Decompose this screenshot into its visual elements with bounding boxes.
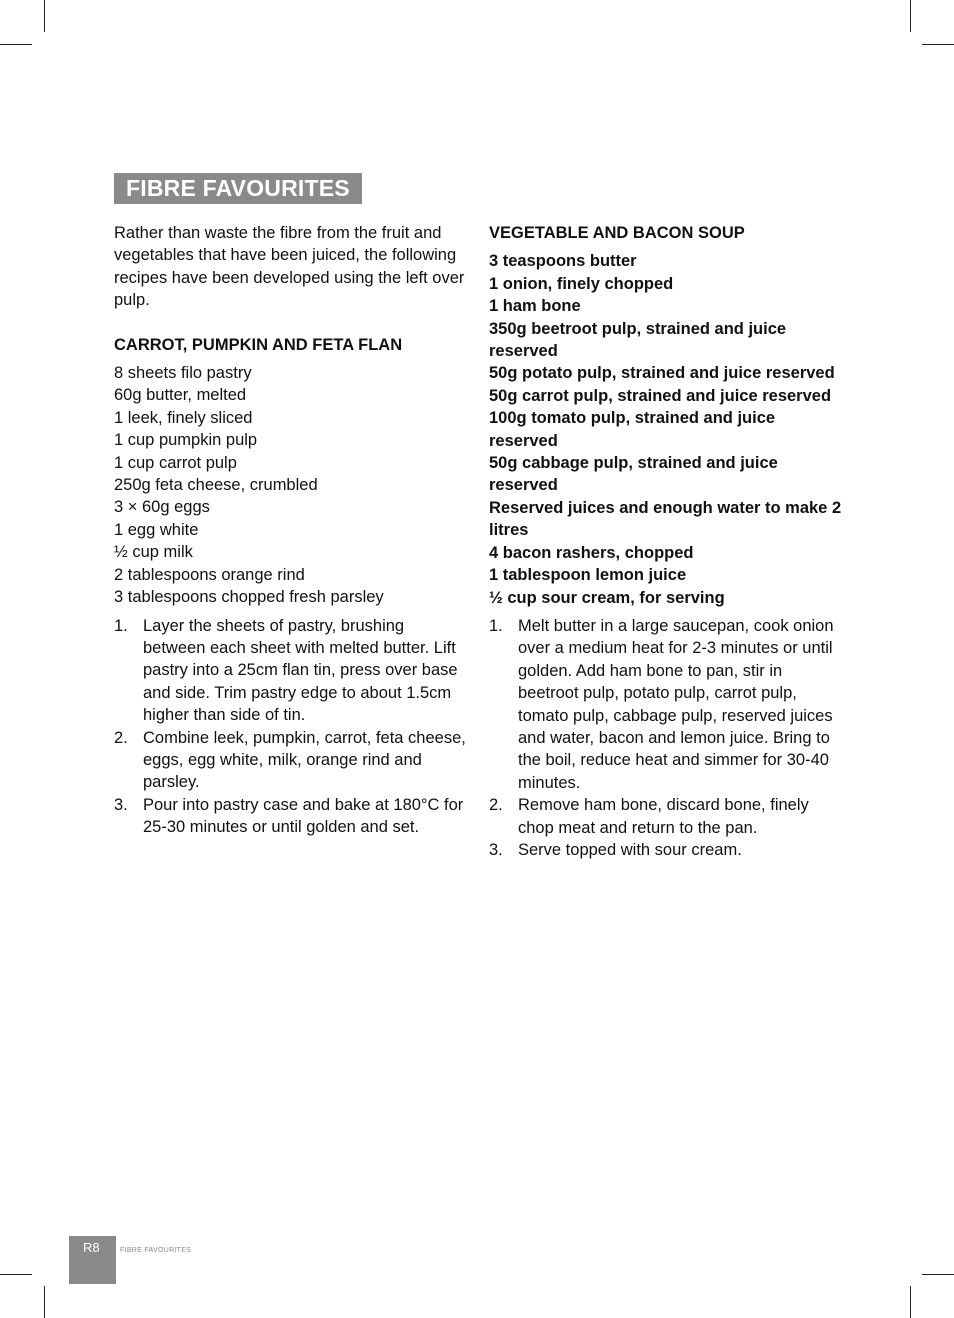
footer-section-label: FIBRE FAVOURITES [120, 1247, 192, 1254]
step-text: Pour into pastry case and bake at 180°C for 25-30 minutes or until golden and set. [143, 795, 464, 837]
step-number: 1. [489, 616, 503, 635]
ingredient-item: 1 onion, finely chopped [489, 274, 674, 293]
ingredient-item: 4 bacon rashers, chopped [489, 543, 694, 562]
intro-paragraph: Rather than waste the fibre from the fruit and vegetables that have been juiced, the following recipes have been developed using the left over pulp. [114, 224, 465, 310]
ingredient-item: ½ cup milk [114, 543, 193, 562]
crop-mark [922, 1274, 954, 1275]
method-step [114, 727, 466, 794]
ingredient-item: 3 teaspoons butter [489, 252, 637, 271]
crop-mark [44, 0, 45, 32]
ingredient-item: 60g butter, melted [114, 386, 247, 405]
step-text: Combine leek, pumpkin, carrot, feta cheese, eggs, egg white, milk, orange rind and parsley. [143, 728, 466, 792]
crop-mark [44, 1286, 45, 1318]
ingredient-item: 50g cabbage pulp, strained and juice reserved [489, 454, 778, 495]
ingredient-item: 100g tomato pulp, strained and juice reserved [489, 409, 776, 450]
method-step [489, 615, 843, 794]
ingredient-item: 250g feta cheese, crumbled [114, 476, 318, 495]
step-number: 3. [489, 840, 503, 859]
method-list [489, 615, 843, 861]
ingredient-item: 2 tablespoons orange rind [114, 565, 305, 584]
step-text: Melt butter in a large saucepan, cook onion over a medium heat for 2-3 minutes or until golden. Add ham bone to pan, stir in beetroot pulp, potato pulp, carrot pulp, tomato pulp, cabbage pulp, reserved juices and water, bacon and lemon juice. Bring to the boil, reduce heat and simmer for 30-40 minutes. [518, 616, 834, 792]
ingredient-item: 50g carrot pulp, strained and juice reserved [489, 386, 832, 405]
crop-mark [910, 1286, 911, 1318]
ingredient-item: 1 cup carrot pulp [114, 453, 237, 472]
ingredient-item: 1 cup pumpkin pulp [114, 431, 258, 450]
ingredient-item: 3 × 60g eggs [114, 498, 210, 517]
ingredient-item: 1 tablespoon lemon juice [489, 566, 687, 585]
ingredient-item: 3 tablespoons chopped fresh parsley [114, 588, 384, 607]
crop-mark [922, 44, 954, 45]
step-text: Serve topped with sour cream. [518, 840, 742, 859]
method-step [489, 839, 843, 861]
method-step [114, 794, 466, 839]
recipe-title: CARROT, PUMPKIN AND FETA FLAN [114, 335, 403, 354]
step-number: 3. [114, 795, 128, 814]
ingredient-item: 1 egg white [114, 520, 199, 539]
crop-mark [910, 0, 911, 32]
crop-mark [0, 44, 32, 45]
ingredient-item: ½ cup sour cream, for serving [489, 588, 725, 607]
page-title: FIBRE FAVOURITES [114, 173, 362, 204]
ingredient-item: 1 leek, finely sliced [114, 408, 253, 427]
ingredient-item: 8 sheets filo pastry [114, 364, 252, 383]
step-number: 2. [114, 728, 128, 747]
page-number: R8 [83, 1240, 100, 1255]
method-step [114, 615, 466, 727]
step-text: Remove ham bone, discard bone, finely chop meat and return to the pan. [518, 796, 809, 837]
ingredient-item: 50g potato pulp, strained and juice reserved [489, 364, 835, 383]
ingredient-item: Reserved juices and enough water to make 2 litres [489, 498, 842, 540]
recipe-title: VEGETABLE AND BACON SOUP [489, 224, 745, 242]
step-text: Layer the sheets of pastry, brushing between each sheet with melted butter. Lift pastry into a 25cm flan tin, press over base and side. Trim pastry edge to about 1.5cm higher than side of tin. [143, 616, 458, 725]
ingredient-item: 1 ham bone [489, 297, 581, 316]
method-step [489, 794, 843, 839]
ingredient-list [489, 250, 843, 609]
ingredient-list [114, 362, 466, 608]
ingredient-item: 350g beetroot pulp, strained and juice reserved [489, 319, 787, 361]
step-number: 2. [489, 796, 503, 815]
step-number: 1. [114, 616, 128, 635]
crop-mark [0, 1274, 32, 1275]
left-column [114, 222, 466, 839]
method-list [114, 615, 466, 839]
right-column [489, 222, 843, 861]
